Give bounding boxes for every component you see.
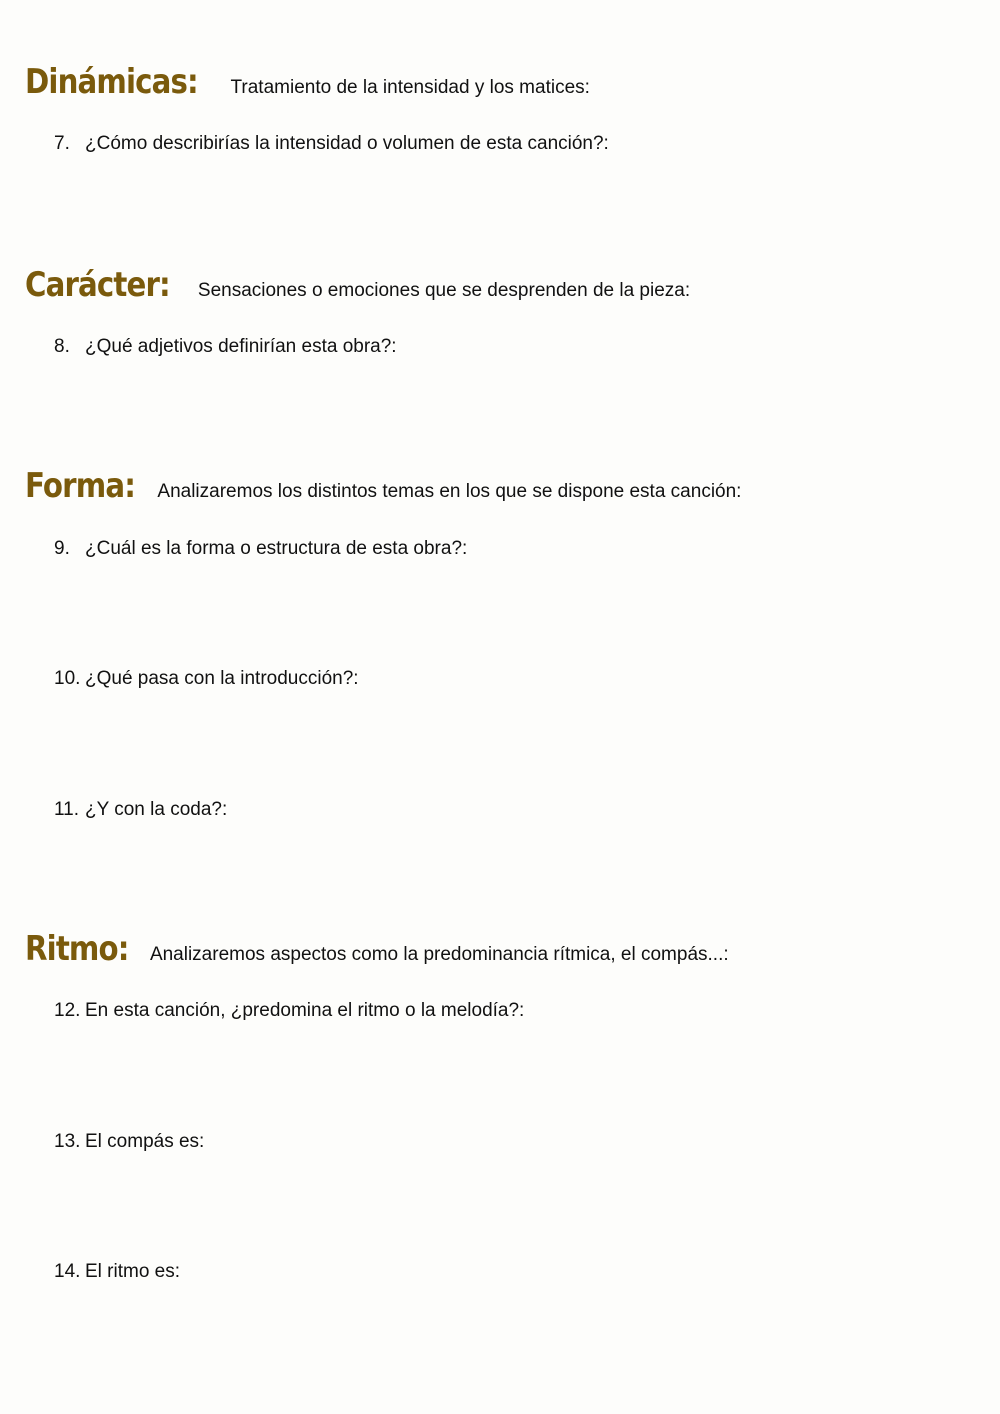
question-text: ¿Qué adjetivos definirían esta obra?: <box>85 336 397 357</box>
question-text: ¿Qué pasa con la introducción?: <box>85 668 359 689</box>
section-title: Forma: <box>25 466 136 506</box>
section-heading-forma <box>25 466 741 506</box>
question-text: ¿Cuál es la forma o estructura de esta obra?: <box>85 538 468 559</box>
question-13 <box>54 1131 204 1153</box>
question-number: 7. <box>54 133 70 154</box>
question-number: 14. <box>54 1261 81 1282</box>
question-number: 9. <box>54 538 70 559</box>
question-8 <box>54 336 397 358</box>
question-number: 13. <box>54 1131 81 1152</box>
section-heading-caracter <box>25 265 690 305</box>
question-text: ¿Cómo describirías la intensidad o volumen de esta canción?: <box>85 133 609 154</box>
question-text: ¿Y con la coda?: <box>85 799 228 820</box>
section-title: Carácter: <box>25 265 170 305</box>
section-title: Ritmo: <box>25 929 129 969</box>
question-text: El compás es: <box>85 1131 205 1152</box>
section-title: Dinámicas: <box>25 62 198 102</box>
question-11 <box>54 799 227 821</box>
question-number: 10. <box>54 668 81 689</box>
section-heading-ritmo <box>25 929 729 969</box>
question-12 <box>54 1000 524 1022</box>
question-number: 12. <box>54 1000 81 1021</box>
question-number: 8. <box>54 336 70 357</box>
section-description: Tratamiento de la intensidad y los matices: <box>230 77 590 98</box>
question-text: El ritmo es: <box>85 1261 181 1282</box>
question-10 <box>54 668 359 690</box>
section-description: Sensaciones o emociones que se desprenden de la pieza: <box>197 280 691 301</box>
question-14 <box>54 1261 180 1283</box>
section-description: Analizaremos aspectos como la predominancia rítmica, el compás...: <box>149 944 729 965</box>
question-9 <box>54 538 467 560</box>
question-text: En esta canción, ¿predomina el ritmo o la melodía?: <box>85 1000 525 1021</box>
question-7 <box>54 133 609 155</box>
section-heading-dinamicas <box>25 62 590 102</box>
section-description: Analizaremos los distintos temas en los que se dispone esta canción: <box>157 481 742 502</box>
question-number: 11. <box>54 799 80 820</box>
